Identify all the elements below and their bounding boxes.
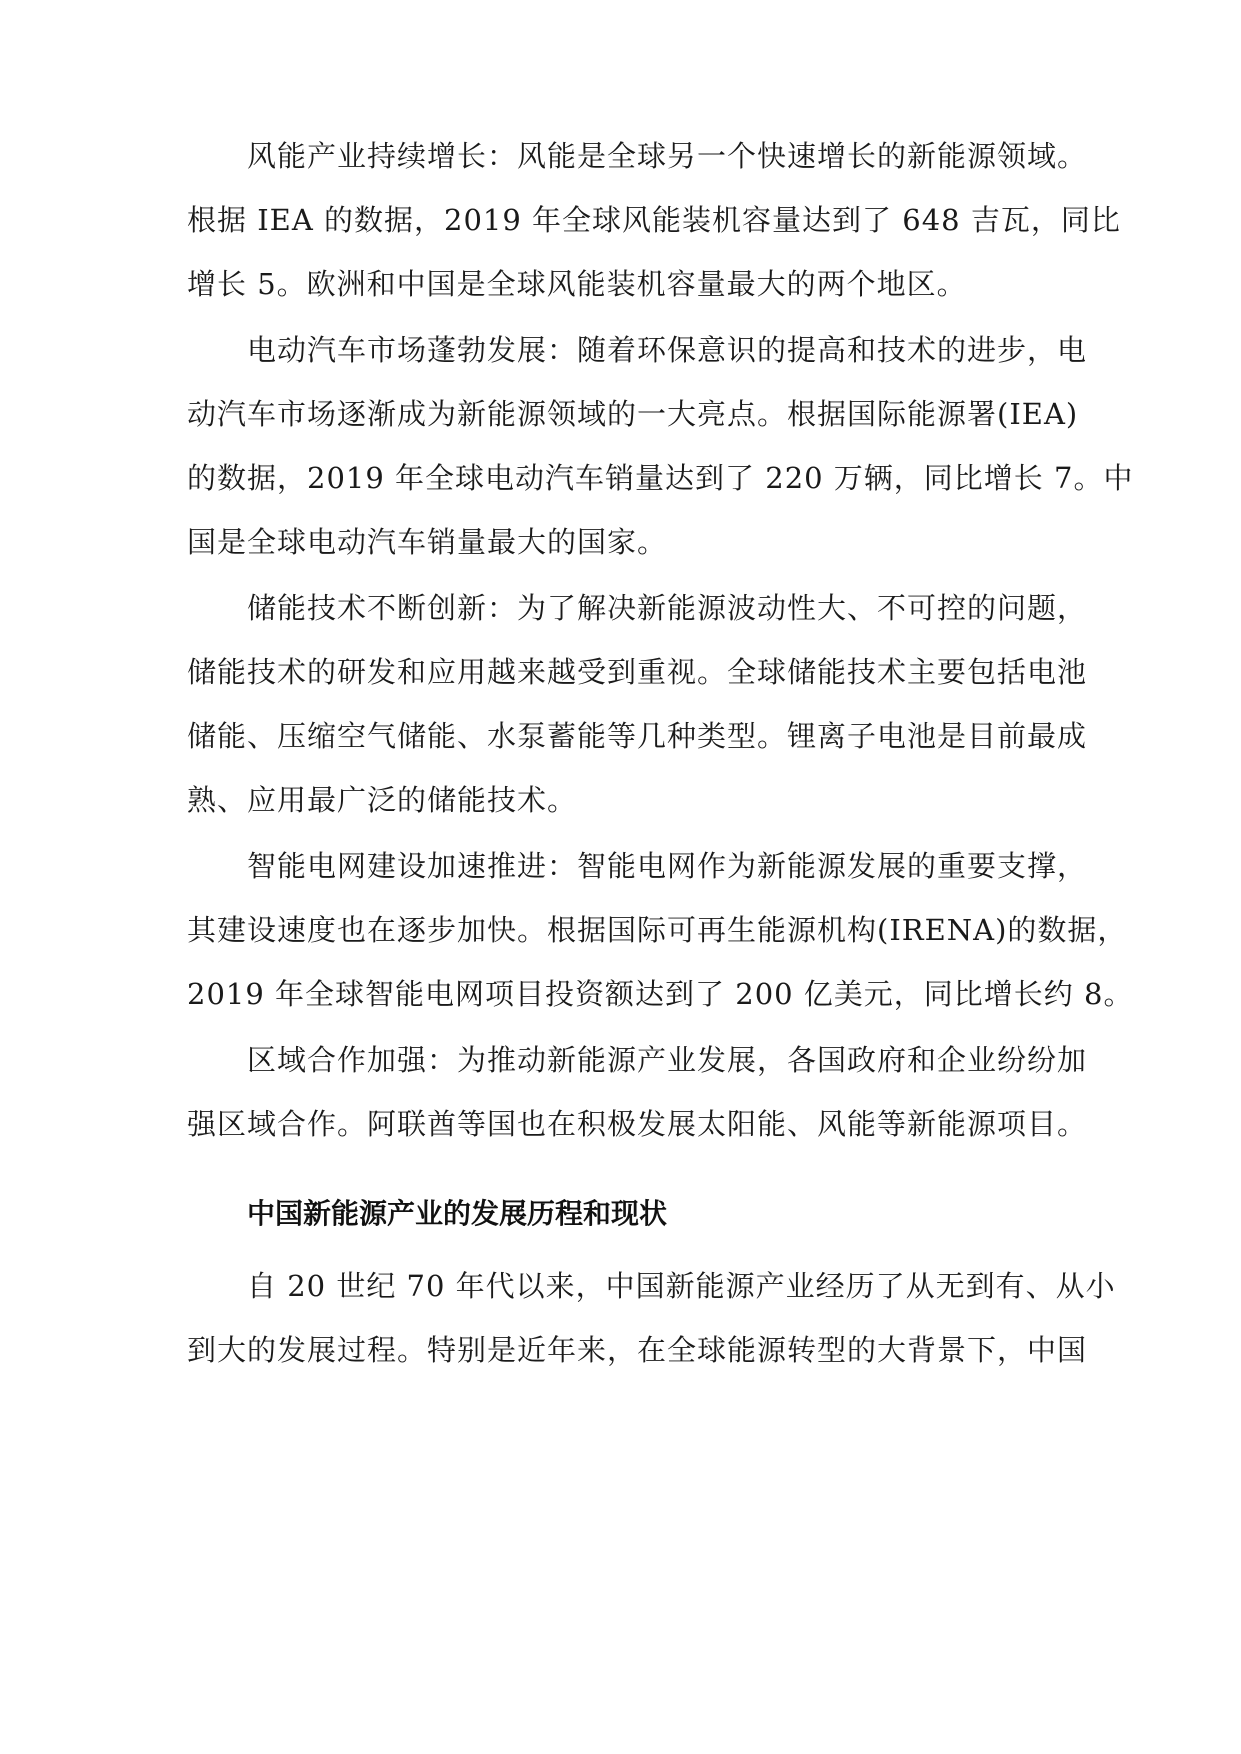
paragraph-1-line-2: 根据 IEA 的数据，2019 年全球风能装机容量达到了 648 吉瓦，同比	[187, 203, 1121, 237]
paragraph-1-line-1: 风能产业持续增长：风能是全球另一个快速增长的新能源领域。	[247, 139, 1088, 173]
paragraph-2-line-1: 电动汽车市场蓬勃发展：随着环保意识的提高和技术的进步，电	[247, 333, 1088, 367]
section-paragraph-line-2: 到大的发展过程。特别是近年来，在全球能源转型的大背景下，中国	[187, 1333, 1088, 1367]
section-paragraph-line-1: 自 20 世纪 70 年代以来，中国新能源产业经历了从无到有、从小	[247, 1269, 1116, 1303]
paragraph-2-line-4: 国是全球电动汽车销量最大的国家。	[187, 525, 668, 559]
paragraph-4-line-3: 2019 年全球智能电网项目投资额达到了 200 亿美元，同比增长约 8。	[187, 977, 1134, 1011]
paragraph-5-line-2: 强区域合作。阿联酋等国也在积极发展太阳能、风能等新能源项目。	[187, 1107, 1088, 1141]
paragraph-4-line-1: 智能电网建设加速推进：智能电网作为新能源发展的重要支撑，	[247, 849, 1088, 883]
paragraph-5-line-1: 区域合作加强：为推动新能源产业发展，各国政府和企业纷纷加	[247, 1043, 1088, 1077]
paragraph-2-line-2: 动汽车市场逐渐成为新能源领域的一大亮点。根据国际能源署(IEA)	[187, 397, 1079, 431]
paragraph-1-line-3: 增长 5。欧洲和中国是全球风能装机容量最大的两个地区。	[187, 267, 967, 301]
paragraph-3-line-1: 储能技术不断创新：为了解决新能源波动性大、不可控的问题，	[247, 591, 1088, 625]
section-heading: 中国新能源产业的发展历程和现状	[247, 1197, 668, 1230]
paragraph-2-line-3: 的数据，2019 年全球电动汽车销量达到了 220 万辆，同比增长 7。中	[187, 461, 1134, 495]
paragraph-3-line-4: 熟、应用最广泛的储能技术。	[187, 783, 578, 817]
paragraph-3-line-3: 储能、压缩空气储能、水泵蓄能等几种类型。锂离子电池是目前最成	[187, 719, 1088, 753]
paragraph-4-line-2: 其建设速度也在逐步加快。根据国际可再生能源机构(IRENA)的数据，	[187, 913, 1128, 947]
paragraph-3-line-2: 储能技术的研发和应用越来越受到重视。全球储能技术主要包括电池	[187, 655, 1088, 689]
